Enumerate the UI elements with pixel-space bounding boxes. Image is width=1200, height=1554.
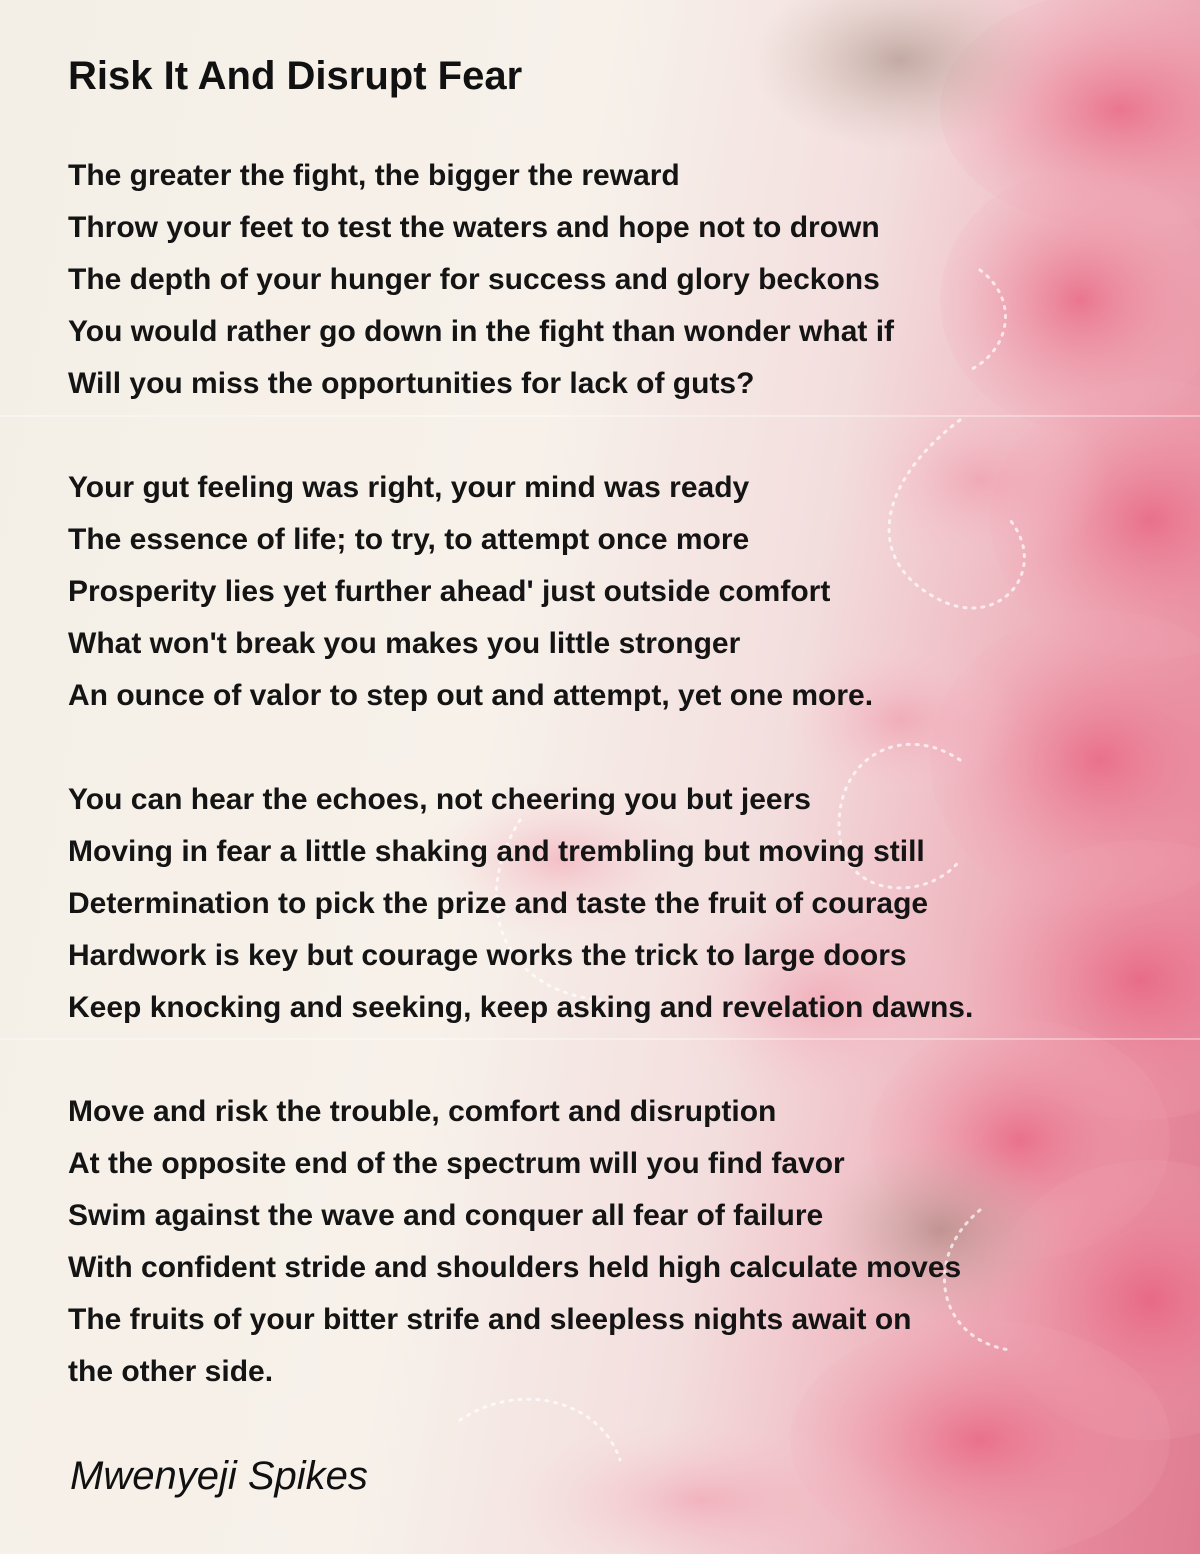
poem-line: Determination to pick the prize and taste the fruit of courage — [68, 887, 929, 920]
stanza — [68, 774, 1168, 1034]
poem-author: Mwenyeji Spikes — [70, 1454, 368, 1498]
poem-line: What won't break you makes you little stronger — [68, 627, 741, 660]
poem-line: An ounce of valor to step out and attempt, yet one more. — [68, 679, 874, 712]
stanza — [68, 1086, 1168, 1398]
stanza — [68, 150, 1168, 410]
poem-body — [68, 150, 1168, 1398]
stanza — [68, 462, 1168, 722]
poem-line: The fruits of your bitter strife and sleepless nights await on — [68, 1303, 912, 1336]
poem-line: Will you miss the opportunities for lack of guts? — [68, 367, 755, 400]
poem-line: Your gut feeling was right, your mind was ready — [68, 471, 750, 504]
poem-line: The essence of life; to try, to attempt once more — [68, 523, 750, 556]
poem-line: The greater the fight, the bigger the reward — [68, 159, 680, 192]
poem-line: Moving in fear a little shaking and trembling but moving still — [68, 835, 925, 868]
poem-line: The depth of your hunger for success and glory beckons — [68, 263, 880, 296]
stanza-gap — [68, 410, 1168, 462]
poem-line: At the opposite end of the spectrum will you find favor — [68, 1147, 845, 1180]
poem-line: Throw your feet to test the waters and hope not to drown — [68, 211, 880, 244]
poem-line: Move and risk the trouble, comfort and disruption — [68, 1095, 777, 1128]
poem-title: Risk It And Disrupt Fear — [68, 54, 523, 98]
poem-line: With confident stride and shoulders held high calculate moves — [68, 1251, 962, 1284]
poem-line: Hardwork is key but courage works the trick to large doors — [68, 939, 907, 972]
stanza-gap — [68, 1034, 1168, 1086]
poem-line: Swim against the wave and conquer all fear of failure — [68, 1199, 824, 1232]
poem-line: Keep knocking and seeking, keep asking and revelation dawns. — [68, 991, 974, 1024]
poem-line: Prosperity lies yet further ahead' just outside comfort — [68, 575, 831, 608]
poem-line: You would rather go down in the fight than wonder what if — [68, 315, 895, 348]
poem-line: the other side. — [68, 1355, 274, 1388]
poem-line: You can hear the echoes, not cheering you but jeers — [68, 783, 811, 816]
stanza-gap — [68, 722, 1168, 774]
